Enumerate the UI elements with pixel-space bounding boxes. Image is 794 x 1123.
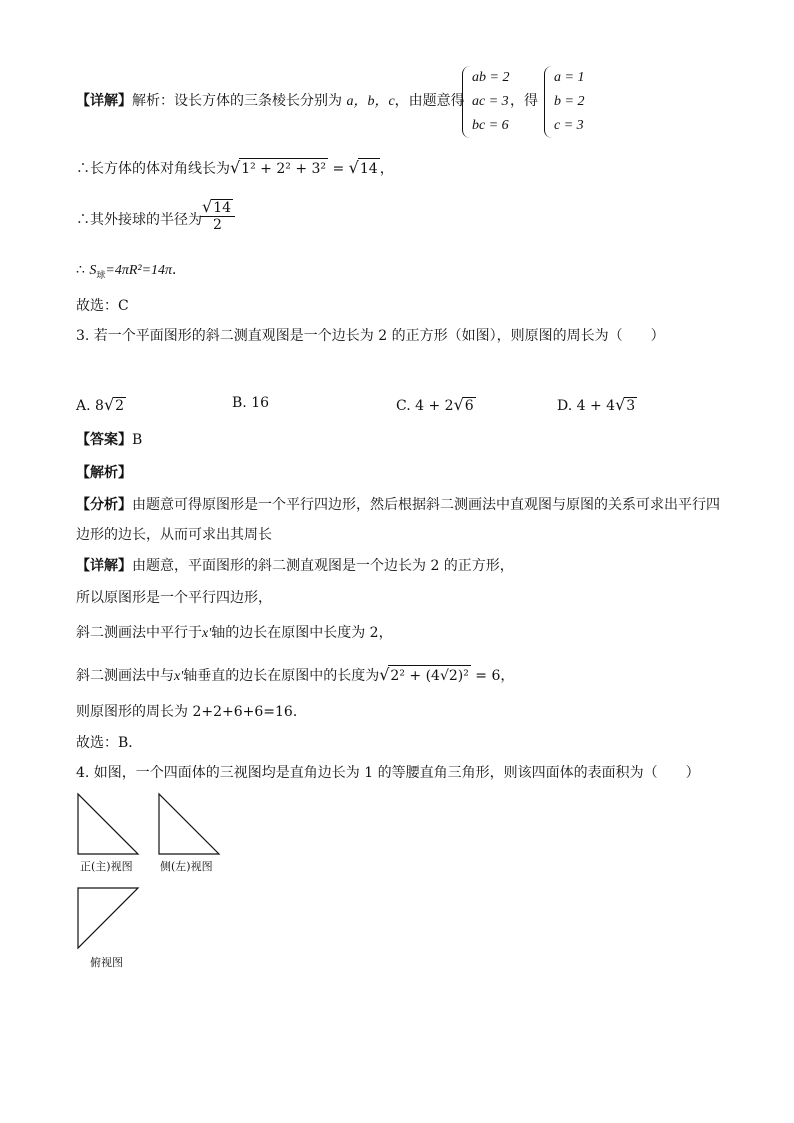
side-view-triangle	[159, 794, 219, 854]
radius-fraction: $\frac{√14}{2}$	[200, 197, 235, 233]
sys2-row-1: a = 1	[554, 70, 585, 85]
detail-tag: 【详解】	[76, 93, 132, 109]
surface-line: ∴ $S_球=4\pi R^2=14\pi$．	[76, 262, 187, 281]
radius-line: ∴其外接球的半径为	[76, 212, 202, 228]
q3-detail-5: 则原图形的周长为 2+2+6+6=16．	[76, 704, 307, 720]
top-view-caption: 俯视图	[90, 956, 123, 969]
diagonal-line: ∴长方体的体对角线长为√1² + 2² + 3² = √14 ，	[76, 158, 394, 177]
choose-c: 故选：C	[76, 298, 129, 314]
q3-stem: 3. 若一个平面图形的斜二测直观图是一个边长为 2 的正方形（如图），则原图的周长为（ ）	[76, 328, 665, 344]
front-view-caption: 正(主)视图	[80, 860, 133, 873]
q3-option-b: B. 16	[232, 395, 270, 411]
detail-comma: ，得	[510, 93, 538, 109]
q3-option-d: D. 4 + 4√3	[557, 395, 636, 414]
q3-option-a: A. 8√2	[76, 395, 125, 414]
sys1-row-1: ab = 2	[472, 70, 510, 85]
edge-vars: a，b，c	[346, 94, 395, 109]
sys2-row-2: b = 2	[554, 94, 585, 109]
q3-fenxi-2: 边形的边长，从而可求出其周长	[76, 527, 272, 543]
front-view-triangle	[78, 794, 138, 854]
q3-detail-4: 斜二测画法中与x'轴垂直的边长在原图中的长度为√2² + (4√2)² = 6，	[76, 665, 515, 684]
top-view-figure	[76, 886, 142, 950]
q3-answer: 【答案】B	[76, 432, 143, 448]
sys2-row-3: c = 3	[554, 118, 584, 133]
q3-detail-3: 斜二测画法中平行于x'轴的边长在原图中长度为 2，	[76, 625, 393, 641]
q3-fenxi-1: 【分析】由题意可得原图形是一个平行四边形，然后根据斜二测画法中直观图与原图的关系可求出平行四	[76, 497, 720, 513]
q3-option-c: C. 4 + 2√6	[396, 395, 474, 414]
q3-analysis-tag: 【解析】	[76, 465, 132, 481]
detail-text-a: 解析：设长方体的三条棱长分别为	[132, 93, 347, 109]
q3-detail-1: 【详解】由题意，平面图形的斜二测直观图是一个边长为 2 的正方形，	[76, 558, 514, 574]
q3-choose: 故选：B．	[76, 735, 143, 751]
diagonal-radicand: 1² + 2² + 3²	[239, 158, 328, 179]
q4-stem: 4. 如图，一个四面体的三视图均是直角边长为 1 的等腰直角三角形，则该四面体的表面积为（ ）	[76, 765, 700, 781]
front-view-figure	[76, 792, 142, 856]
sys1-row-3: bc = 6	[472, 118, 509, 133]
side-view-caption: 侧(左)视图	[160, 860, 213, 873]
sys1-row-2: ac = 3	[472, 94, 509, 109]
equation-system-1	[462, 66, 509, 138]
detail-text-b: ，由题意得	[394, 93, 465, 109]
detail-line-1	[76, 91, 465, 112]
diagonal-result: 14	[358, 158, 380, 179]
q3-detail-2: 所以原图形是一个平行四边形，	[76, 590, 272, 606]
q3-radicand: 2² + (4√2)²	[388, 665, 470, 686]
side-view-figure	[157, 792, 223, 856]
equation-system-2	[544, 66, 584, 138]
top-view-triangle	[78, 888, 138, 948]
